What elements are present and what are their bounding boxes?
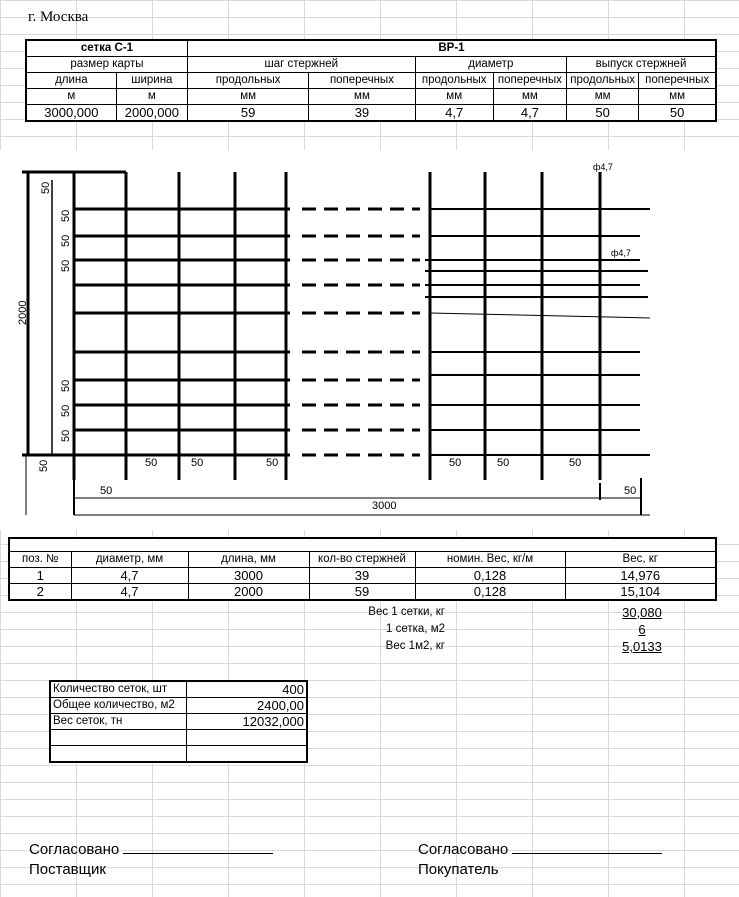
cell: 59 — [309, 584, 415, 601]
supplier-signature — [29, 840, 273, 880]
col-header: длина, мм — [188, 552, 309, 568]
dim-50: 50 — [145, 457, 158, 469]
diameter-header: диаметр — [415, 57, 566, 73]
totals-value: 400 — [187, 681, 307, 698]
length-header: длина — [26, 73, 116, 89]
dim-50: 50 — [40, 181, 52, 194]
rods-table — [8, 537, 717, 601]
over-long-header: продольных — [567, 73, 639, 89]
unit-cell: м — [116, 89, 187, 105]
unit-cell: мм — [415, 89, 493, 105]
diameter-label: ф4,7 — [593, 162, 613, 172]
rod-pitch-header: шаг стержней — [187, 57, 415, 73]
dim-50: 50 — [60, 379, 72, 392]
cell: 4,7 — [71, 584, 188, 601]
summary-value: 6 — [638, 622, 646, 637]
unit-cell: мм — [567, 89, 639, 105]
signature-line — [512, 841, 662, 854]
col-header: номин. Вес, кг/м — [415, 552, 565, 568]
value-cell: 59 — [187, 105, 308, 122]
overhang-header: выпуск стержней — [567, 57, 716, 73]
summary-value: 30,080 — [622, 605, 662, 620]
dim-50: 50 — [60, 209, 72, 222]
cell: 2 — [9, 584, 71, 601]
unit-cell: м — [26, 89, 116, 105]
value-cell: 50 — [567, 105, 639, 122]
dim-50: 50 — [569, 457, 582, 469]
cell: 3000 — [188, 568, 309, 584]
dim-2000: 2000 — [17, 300, 29, 325]
dim-50: 50 — [60, 234, 72, 247]
dim-50: 50 — [191, 457, 204, 469]
signature-line — [123, 841, 273, 854]
pitch-trans-header: поперечных — [309, 73, 415, 89]
over-trans-header: поперечных — [639, 73, 716, 89]
cell: 15,104 — [565, 584, 716, 601]
totals-label: Вес сеток, тн — [50, 714, 187, 730]
dim-50: 50 — [60, 259, 72, 272]
totals-label: Общее количество, м2 — [50, 698, 187, 714]
dim-50: 50 — [38, 459, 50, 472]
buyer-label: Покупатель — [418, 861, 499, 878]
cell: 1 — [9, 568, 71, 584]
dim-50: 50 — [266, 457, 279, 469]
col-header: диаметр, мм — [71, 552, 188, 568]
cell: 0,128 — [415, 568, 565, 584]
col-header: поз. № — [9, 552, 71, 568]
value-cell: 39 — [309, 105, 415, 122]
unit-cell: мм — [187, 89, 308, 105]
cell: 0,128 — [415, 584, 565, 601]
totals-value: 12032,000 — [187, 714, 307, 730]
unit-cell: мм — [309, 89, 415, 105]
col-header: кол-во стержней — [309, 552, 415, 568]
diameter-label: ф4,7 — [611, 248, 631, 258]
value-cell: 4,7 — [415, 105, 493, 122]
dim-50: 50 — [60, 404, 72, 417]
dim-50: 50 — [497, 457, 510, 469]
buyer-signature — [418, 840, 662, 880]
summary-label: Вес 1 сетки, кг — [368, 606, 445, 618]
totals-label: Количество сеток, шт — [50, 681, 187, 698]
totals-value: 2400,00 — [187, 698, 307, 714]
city-label: г. Москва — [28, 9, 89, 25]
diam-long-header: продольных — [415, 73, 493, 89]
dim-50: 50 — [100, 485, 113, 497]
pitch-long-header: продольных — [187, 73, 308, 89]
cell: 14,976 — [565, 568, 716, 584]
summary-value: 5,0133 — [622, 639, 662, 654]
diam-trans-header: поперечных — [493, 73, 566, 89]
dim-50: 50 — [449, 457, 462, 469]
dim-50: 50 — [624, 485, 637, 497]
supplier-label: Поставщик — [29, 861, 106, 878]
table-row — [9, 584, 716, 601]
unit-cell: мм — [493, 89, 566, 105]
agreed-label: Согласовано — [418, 841, 509, 858]
unit-cell: мм — [639, 89, 716, 105]
summary-label: 1 сетка, м2 — [386, 623, 445, 635]
mesh-spec-table — [25, 39, 717, 122]
map-size-header: размер карты — [26, 57, 187, 73]
value-cell: 4,7 — [493, 105, 566, 122]
wire-label: ВР-1 — [187, 40, 716, 57]
value-cell: 2000,000 — [116, 105, 187, 122]
cell: 2000 — [188, 584, 309, 601]
summary-label: Вес 1м2, кг — [385, 640, 445, 652]
cell: 4,7 — [71, 568, 188, 584]
value-cell: 50 — [639, 105, 716, 122]
table-row — [9, 568, 716, 584]
cell: 39 — [309, 568, 415, 584]
totals-table — [49, 680, 308, 763]
dim-3000: 3000 — [372, 500, 397, 512]
dim-50: 50 — [60, 429, 72, 442]
col-header: Вес, кг — [565, 552, 716, 568]
mesh-label: сетка С-1 — [26, 40, 187, 57]
value-cell: 3000,000 — [26, 105, 116, 122]
agreed-label: Согласовано — [29, 841, 120, 858]
width-header: ширина — [116, 73, 187, 89]
mesh-drawing — [0, 150, 739, 530]
